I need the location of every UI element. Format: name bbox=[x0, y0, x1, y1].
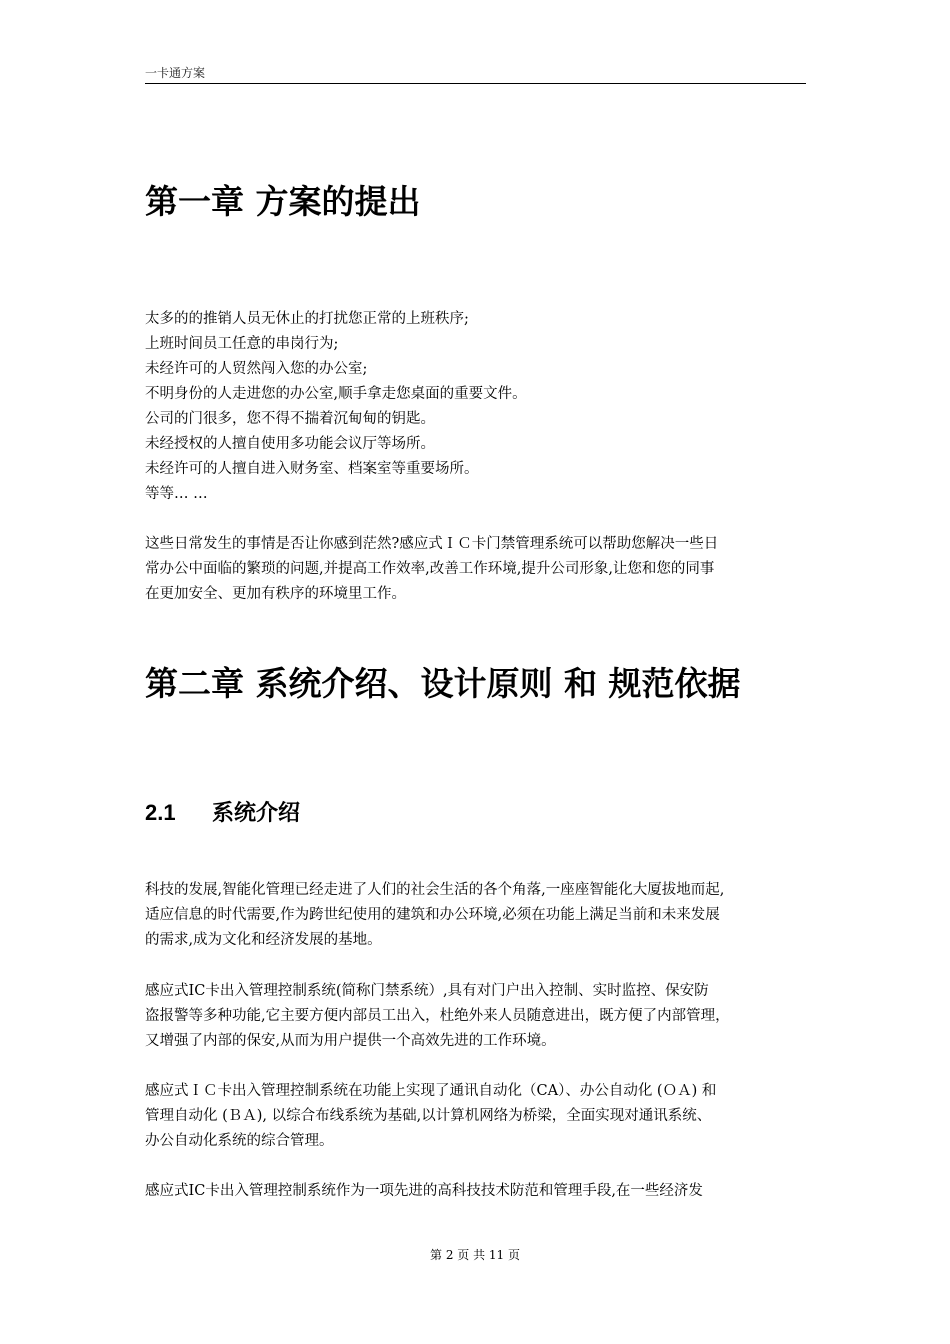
chapter-1-summary bbox=[145, 532, 810, 607]
summary-line: 在更加安全、更加有秩序的环境里工作。 bbox=[145, 586, 406, 602]
section-number: 2.1 bbox=[145, 800, 176, 825]
problem-line: 公司的门很多，您不得不揣着沉甸甸的钥匙。 bbox=[145, 411, 435, 427]
paragraph-line: 又增强了内部的保安,从而为用户提供一个高效先进的工作环境。 bbox=[145, 1033, 556, 1049]
paragraph-line: 感应式IC卡出入管理控制系统作为一项先进的高科技技术防范和管理手段,在一些经济发 bbox=[145, 1183, 703, 1199]
problem-list bbox=[145, 307, 810, 507]
paragraph-line: 办公自动化系统的综合管理。 bbox=[145, 1133, 334, 1149]
chapter-1-title: 第一章 方案的提出 bbox=[145, 182, 421, 221]
problem-line: 未经许可的人擅自进入财务室、档案室等重要场所。 bbox=[145, 461, 479, 477]
paragraph-1 bbox=[145, 878, 810, 953]
problem-line: 不明身份的人走进您的办公室,顺手拿走您桌面的重要文件。 bbox=[145, 386, 527, 402]
paragraph-line: 感应式IC卡出入管理控制系统(简称门禁系统）,具有对门户出入控制、实时监控、保安防 bbox=[145, 983, 709, 999]
paragraph-line: 科技的发展,智能化管理已经走进了人们的社会生活的各个角落,一座座智能化大厦拔地而起, bbox=[145, 882, 725, 898]
paragraph-4 bbox=[145, 1179, 810, 1204]
paragraph-line: 盗报警等多种功能,它主要方便内部员工出入，杜绝外来人员随意进出，既方便了内部管理， bbox=[145, 1008, 730, 1024]
problem-line: 上班时间员工任意的串岗行为; bbox=[145, 336, 339, 352]
problem-line: 未经授权的人擅自使用多功能会议厅等场所。 bbox=[145, 436, 435, 452]
running-header: 一卡通方案 bbox=[145, 66, 806, 84]
paragraph-2 bbox=[145, 979, 810, 1054]
paragraph-line: 的需求,成为文化和经济发展的基地。 bbox=[145, 932, 382, 948]
paragraph-line: 适应信息的时代需要,作为跨世纪使用的建筑和办公环境,必须在功能上满足当前和未来发展 bbox=[145, 907, 720, 923]
summary-line: 这些日常发生的事情是否让你感到茫然?感应式ＩＣ卡门禁管理系统可以帮助您解决一些日 bbox=[145, 536, 719, 552]
paragraph-line: 管理自动化 (ＢＡ), 以综合布线系统为基础,以计算机网络为桥梁，全面实现对通讯系统、 bbox=[145, 1108, 712, 1124]
chapter-2-title: 第二章 系统介绍、设计原则 和 规范依据 bbox=[145, 664, 741, 703]
section-title: 系统介绍 bbox=[212, 801, 301, 826]
problem-line: 等等… … bbox=[145, 486, 208, 502]
paragraph-3 bbox=[145, 1079, 810, 1154]
paragraph-line: 感应式ＩＣ卡出入管理控制系统在功能上实现了通讯自动化（CA）、办公自动化 (ＯＡ) 和 bbox=[145, 1083, 717, 1099]
summary-line: 常办公中面临的繁琐的问题,并提高工作效率,改善工作环境,提升公司形象,让您和您的同事 bbox=[145, 561, 715, 577]
section-2-1-heading bbox=[145, 799, 300, 828]
problem-line: 未经许可的人贸然闯入您的办公室; bbox=[145, 361, 368, 377]
problem-line: 太多的的推销人员无休止的打扰您正常的上班秩序; bbox=[145, 311, 469, 327]
page-footer: 第 2 页 共 11 页 bbox=[430, 1248, 520, 1262]
